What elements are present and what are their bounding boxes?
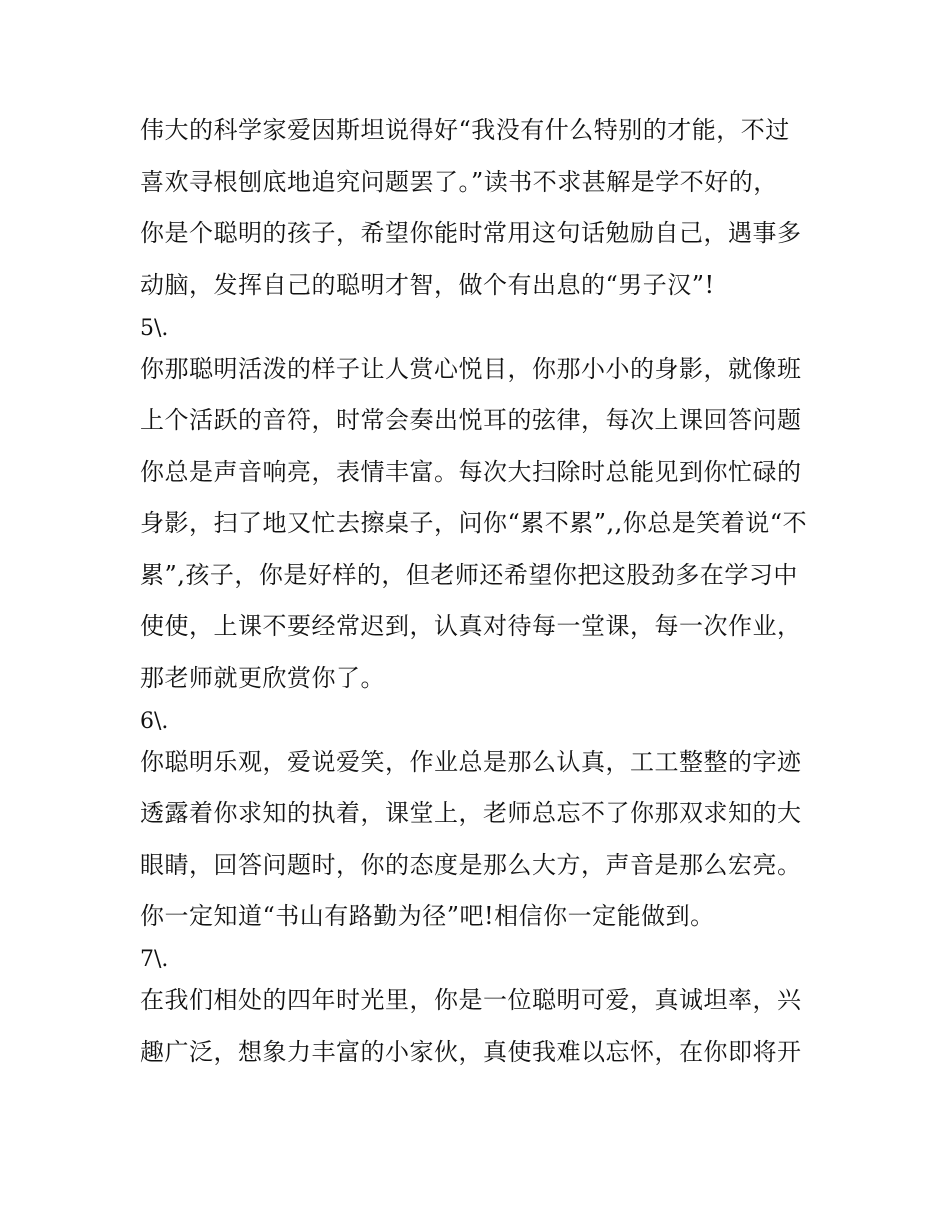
text-line: 累”,孩子，你是好样的，但老师还希望你把这股劲多在学习中 xyxy=(140,560,798,589)
text-line: 在我们相处的四年时光里，你是一位聪明可爱，真诚坦率，兴 xyxy=(140,986,802,1014)
text-line: 趣广泛，想象力丰富的小家伙，真使我难以忘怀，在你即将开 xyxy=(140,1037,802,1066)
item-5 xyxy=(140,309,820,702)
item-7 xyxy=(140,940,820,1083)
text-line: 上个活跃的音符，时常会奏出悦耳的弦律，每次上课回答问题 xyxy=(140,406,802,434)
text-line: 喜欢寻根刨底地追究问题罢了。”读书不求甚解是学不好的， xyxy=(140,167,778,196)
text-line: 那老师就更欣赏你了。 xyxy=(140,663,385,692)
item-number: 5\. xyxy=(140,315,169,341)
item-number: 7\. xyxy=(140,947,169,972)
text-line: 你聪明乐观，爱说爱笑，作业总是那么认真，工工整整的字迹 xyxy=(140,747,802,776)
item-number: 6\. xyxy=(140,708,169,734)
text-line: 透露着你求知的执着，课堂上，老师总忘不了你那双求知的大 xyxy=(140,799,802,827)
text-line: 动脑，发挥自己的聪明才智，做个有出息的“男子汉”! xyxy=(140,270,715,299)
text-line: 你一定知道“书山有路勤为径”吧!相信你一定能做到。 xyxy=(140,902,715,930)
text-line: 使使，上课不要经常迟到，认真对待每一堂课，每一次作业， xyxy=(140,612,802,640)
paragraph-4-continuation xyxy=(140,110,820,309)
text-line: 伟大的科学家爱因斯坦说得好“我没有什么特别的才能，不过 xyxy=(140,116,790,144)
text-line: 眼睛，回答问题时，你的态度是那么大方，声音是那么宏亮。 xyxy=(140,850,802,879)
document-body xyxy=(140,110,820,1083)
text-line: 你总是声音响亮，表情丰富。每次大扫除时总能见到你忙碌的 xyxy=(140,457,802,486)
item-6 xyxy=(140,702,820,941)
text-line: 你是个聪明的孩子，希望你能时常用这句话勉励自己，遇事多 xyxy=(140,219,802,247)
text-line: 你那聪明活泼的样子让人赏心悦目，你那小小的身影，就像班 xyxy=(140,354,802,383)
text-line: 身影，扫了地又忙去擦桌子，问你“累不累”,,你总是笑着说“不 xyxy=(140,509,808,537)
